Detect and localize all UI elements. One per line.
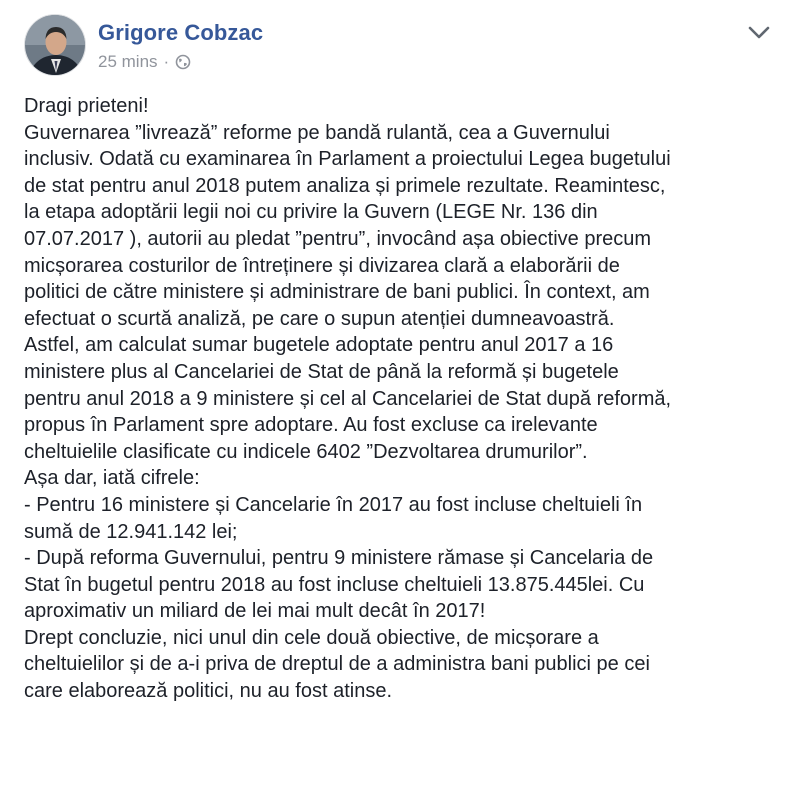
post-line: micșorarea costurilor de întreținere și divizarea clară a elaborării de — [24, 254, 620, 277]
post-line: sumă de 12.941.142 lei; — [24, 520, 238, 543]
post-line: Dragi prieteni! — [24, 95, 149, 117]
avatar-photo — [25, 15, 86, 76]
avatar[interactable] — [24, 14, 86, 76]
chevron-down-icon[interactable] — [748, 26, 770, 40]
post-meta — [98, 52, 191, 72]
globe-icon[interactable] — [175, 54, 191, 70]
post-line: care elaborează politici, nu au fost atinse. — [24, 680, 392, 703]
post-body — [24, 93, 784, 705]
post-line: Stat în bugetul pentru 2018 au fost incluse cheltuieli 13.875.445lei. Cu — [24, 573, 645, 596]
post-line: de stat pentru anul 2018 putem analiza și primele rezultate. Reamintesc, — [24, 174, 666, 197]
post-timestamp[interactable]: 25 mins — [98, 52, 158, 71]
post-line: pentru anul 2018 a 9 ministere și cel al Cancelariei de Stat după reformă, — [24, 387, 672, 410]
post-line: ministere plus al Cancelariei de Stat de până la reformă și bugetele — [24, 360, 619, 383]
author-name[interactable]: Grigore Cobzac — [98, 20, 264, 45]
post-line: propus în Parlament spre adoptare. Au fost excluse ca irelevante — [24, 414, 598, 437]
post-line: - Pentru 16 ministere și Cancelarie în 2017 au fost incluse cheltuieli în — [24, 493, 643, 516]
meta-separator: · — [163, 52, 170, 71]
post-line: aproximativ un miliard de lei mai mult decât în 2017! — [24, 600, 486, 623]
post-line: cheltuielile clasificate cu indicele 6402 ”Dezvoltarea drumurilor”. — [24, 440, 588, 463]
post-line: inclusiv. Odată cu examinarea în Parlament a proiectului Legea bugetului — [24, 148, 671, 171]
post-line: cheltuielilor și de a-i priva de dreptul de a administra bani publici pe cei — [24, 653, 650, 676]
post-header — [24, 14, 776, 78]
post-line: la etapa adoptării legii noi cu privire la Guvern (LEGE Nr. 136 din — [24, 201, 598, 224]
post-line: Astfel, am calculat sumar bugetele adoptate pentru anul 2017 a 16 — [24, 334, 614, 357]
post-line: politici de către ministere și administrare de bani publici. În context, am — [24, 281, 650, 304]
post-line: Drept concluzie, nici unul din cele două obiective, de micșorare a — [24, 626, 599, 649]
post-line: efectuat o scurtă analiză, pe care o supun atenției dumneavoastră. — [24, 307, 615, 330]
post-line: 07.07.2017 ), autorii au pledat ”pentru”, invocând așa obiective precum — [24, 227, 652, 250]
post-line: Guvernarea ”livrează” reforme pe bandă rulantă, cea a Guvernului — [24, 121, 610, 144]
post-line: Așa dar, iată cifrele: — [24, 467, 200, 490]
post-line: - După reforma Guvernului, pentru 9 ministere rămase și Cancelaria de — [24, 547, 654, 570]
